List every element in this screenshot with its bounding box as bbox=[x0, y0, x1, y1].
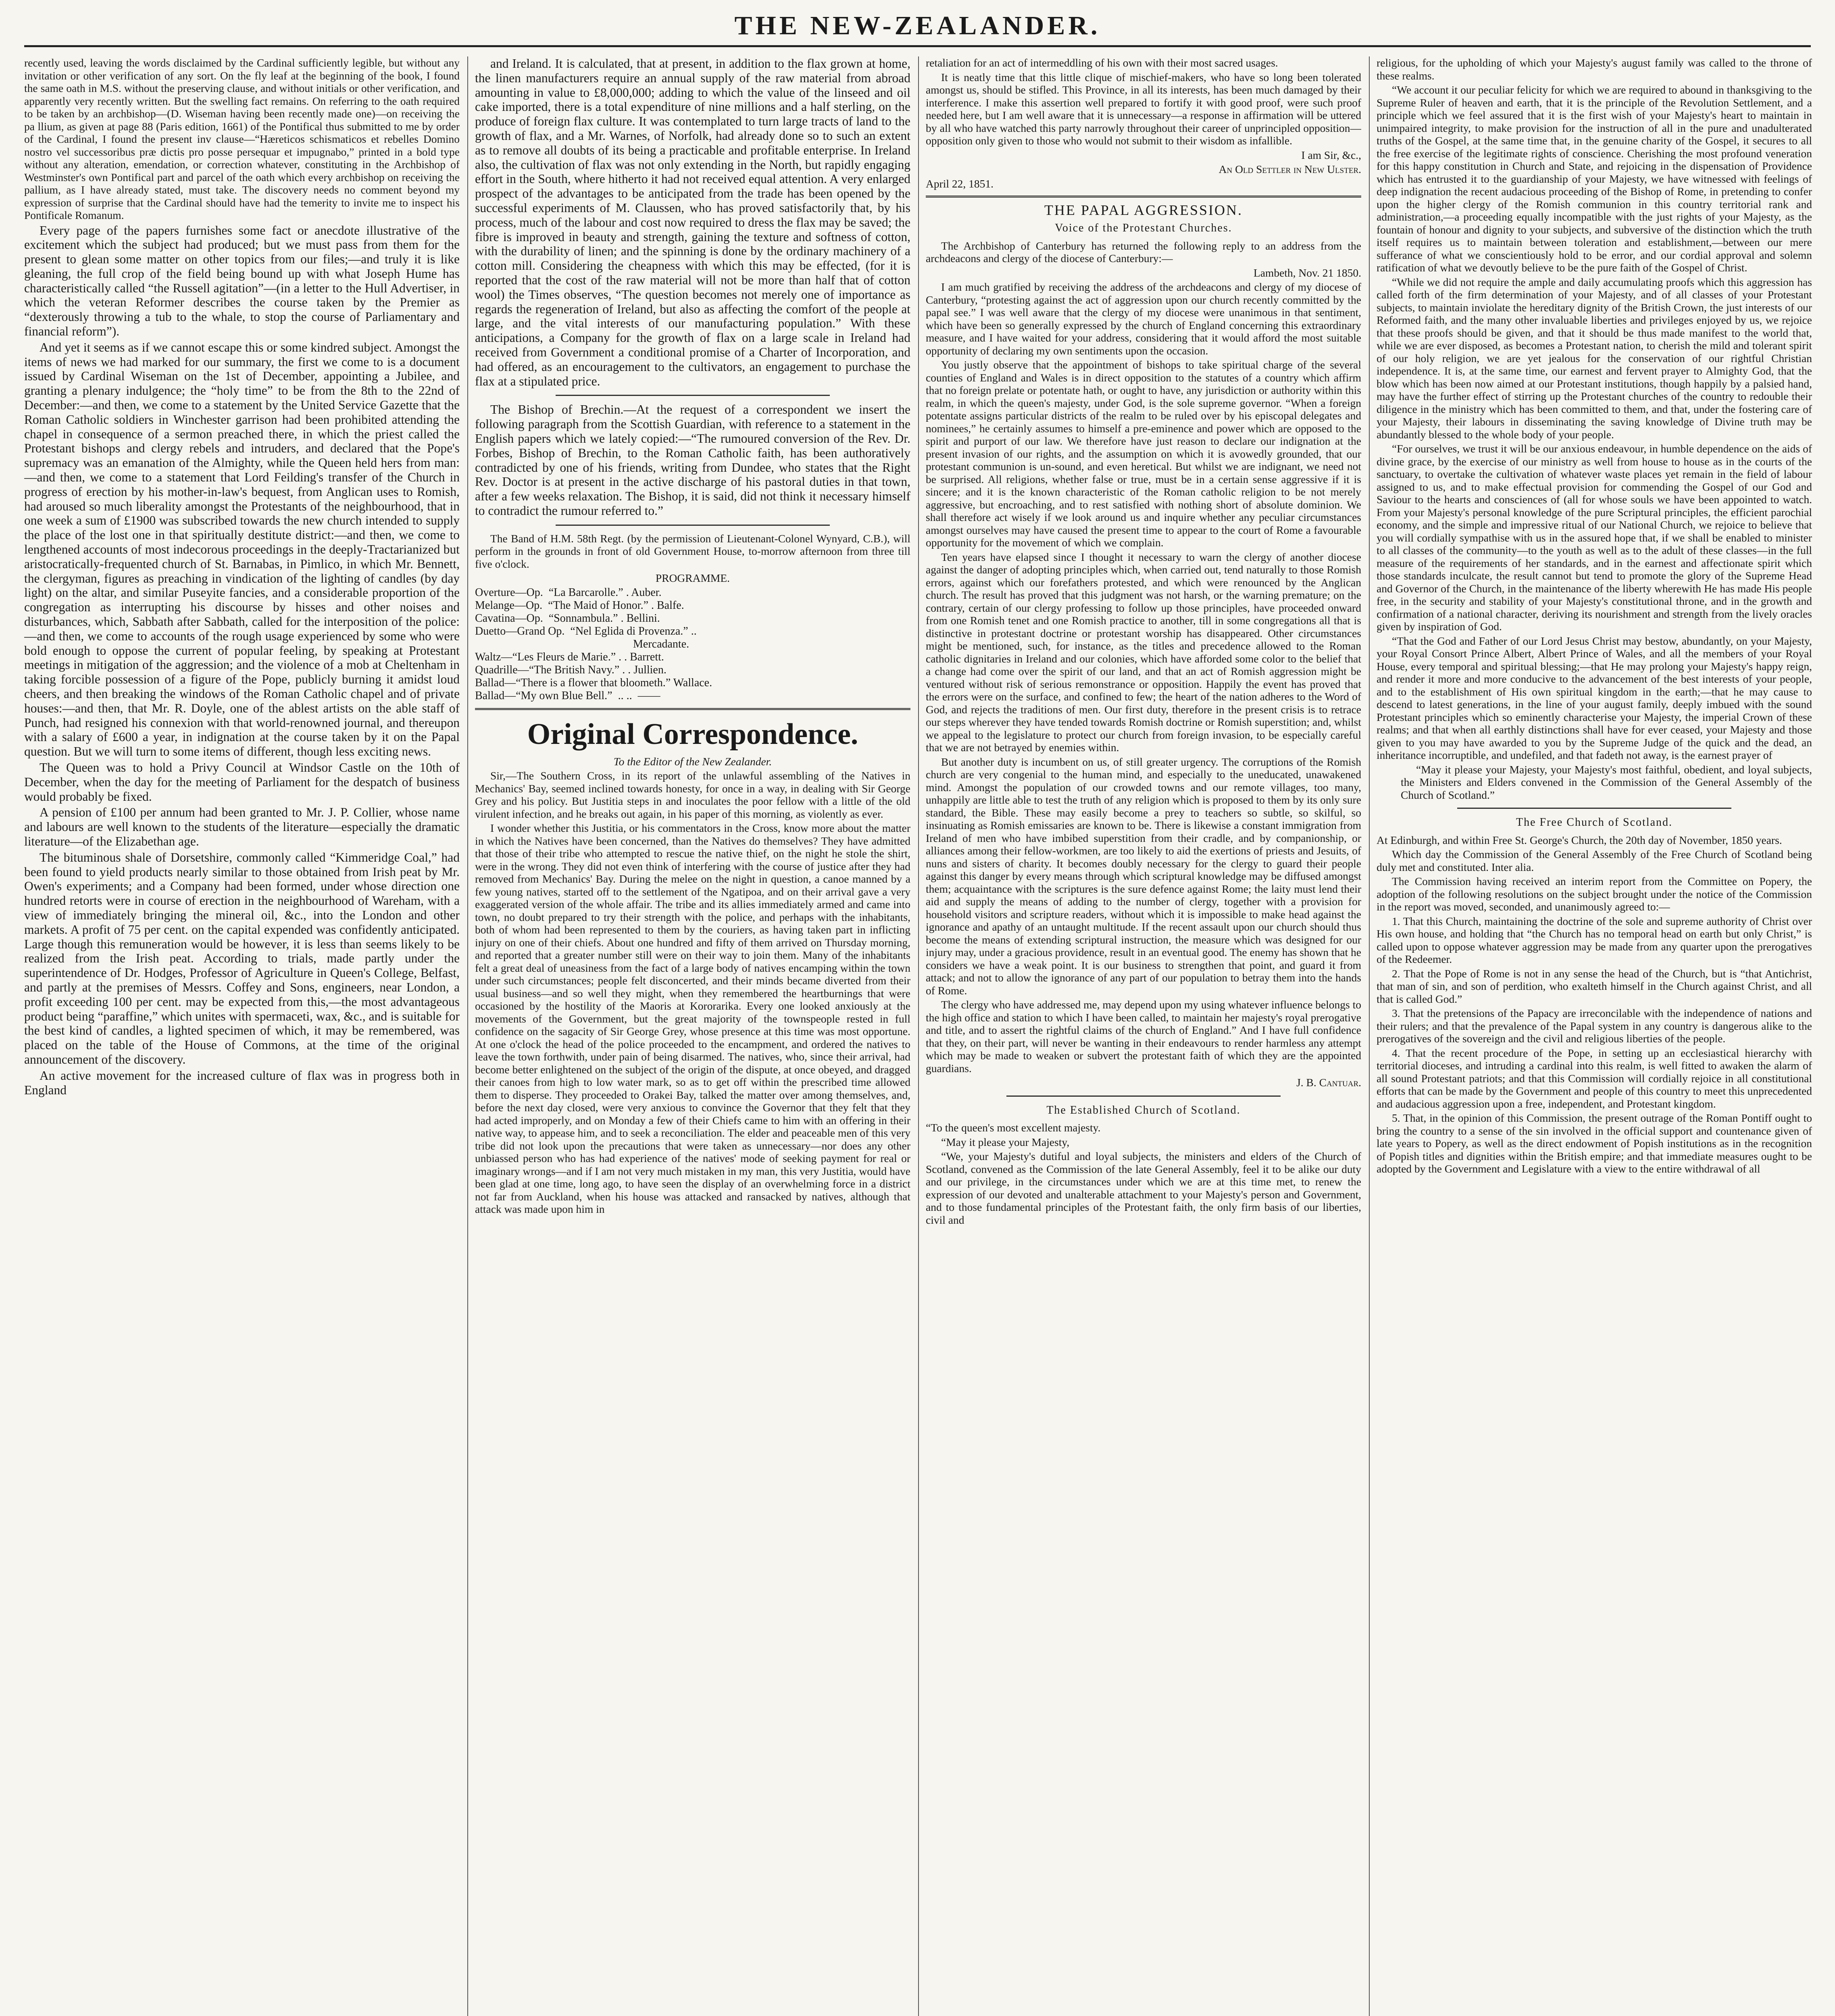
intro-paragraph: The Archbishop of Canterbury has returned the following reply to an address from the archdeacons and clergy of the diocese of Canterbury:— bbox=[926, 239, 1361, 265]
column-4 bbox=[1377, 56, 1812, 2016]
section-title: THE PAPAL AGGRESSION. bbox=[1044, 202, 1243, 218]
article-paragraph: And yet it seems as if we cannot escape this or some kindred subject. Amongst the items of news we had marked for our summary, the first we come to is a document issued by Cardinal Wiseman on the 1st of December, appointing a Jubilee, and granting a plenary indulgence; the “holy time” to be from the 8th to the 22nd of December:—and then, we come to a statement by the United Service Gazette that the Roman Catholic soldiers in Winchester garrison had been prohibited attending the chapel in consequence of a sermon preached there, in which the priest called the Protestant bishops and clergy rebels and intruders, and declared that the Pope's supremacy was an emanation of the Almighty, while the Queen held hers from man:—and then, we come to a statement that Lord Feilding's transfer of the Church in progress of erection by his mother-in-law's bequest, from Anglican uses to Romish, had aroused so much liberality amongst the Protestants of the neighbourhood, that in one week a sum of £1900 was subscribed towards the new church intended to supply the place of the lost one in that spiritually destitute district:—and then, we come to lengthened accounts of most indecorous proceedings in the deeply-Tractarianized but aristocratically-frequented church of St. Barnabas, in Pimlico, in which Mr. Bennett, the clergyman, figures as preaching in vindication of the lighting of candles (by day light) on the altar, and similar Puseyite fancies, and a considerable proportion of the congregation as interrupting his discourse by hisses and other noises and disturbances, which, Sabbath after Sabbath, called for the interposition of the police:—and then, we come to accounts of the rough usage experienced by some who were bold enough to oppose the current of popular feeling, by speaking at Protestant meetings in mitigation of the aggression; and the violence of a mob at Cheltenham in taking forcible possession of a figure of the Pope, publicly burning it amidst loud cheers, and then breaking the windows of the Roman Catholic chapel and of private houses:—and then, that Mr. R. Doyle, one of the ablest artists on the able staff of Punch, had resigned his connexion with that world-renowned journal, and thereupon with a salary of £600 a year, in indignation at the course taken by it on the Papal question. But we will turn to some items of different, though less exciting news. bbox=[24, 340, 460, 759]
separator-rule bbox=[556, 525, 830, 526]
letter-paragraph: I am much gratified by receiving the address of the archdeacons and clergy of my diocese of Canterbury, “protesting against the act of aggression upon our church recently committed by the papal see.” I was well aware that the clergy of my diocese were unanimous in that sentiment, which have been so generally expressed by the church of England concerning this extraordinary measure, and I have waited for your address, considering that it would afford the most suitable opportunity of declaring my own sentiments upon the occasion. bbox=[926, 281, 1361, 357]
address-heading: “To the queen's most excellent majesty. bbox=[926, 1121, 1101, 1134]
column-divider bbox=[1369, 56, 1370, 2016]
masthead-rule bbox=[24, 45, 1811, 47]
subsection-title: The Established Church of Scotland. bbox=[1046, 1104, 1241, 1116]
programme-heading: PROGRAMME. bbox=[655, 572, 730, 585]
letter-date: April 22, 1851. bbox=[926, 177, 994, 190]
bishop-brechin-paragraph: The Bishop of Brechin.—At the request of a correspondent we insert the following paragraph from the Scottish Guardian, with reference to a statement in the English papers which we lately copied:—“The rumoured conversion of the Rev. Dr. Forbes, Bishop of Brechin, to the Roman Catholic faith, has been authoratively contradicted by one of his friends, writing from Dundee, who states that the Right Rev. Doctor is at present in the active discharge of his pastoral duties in that town, after a few weeks relaxation. The Bishop, it is said, did not think it necessary himself to contradict the rumour referred to.” bbox=[475, 402, 910, 518]
letter-paragraph: retaliation for an act of intermeddling of his own with their most sacred usages. bbox=[926, 56, 1278, 69]
resolution-paragraph: Which day the Commission of the General Assembly of the Free Church of Scotland being duly met and constituted. Inter alia. bbox=[1377, 848, 1812, 873]
resolution-paragraph: 1. That this Church, maintaining the doctrine of the sole and supreme authority of Christ over His own house, and holding that “the Church has no temporal head on earth but only Christ,” is called upon to oppose whatever aggression may be made from any quarter upon the prerogatives of the Redeemer. bbox=[1377, 914, 1812, 966]
programme-list: Overture—Op. “La Barcarolle.” . Auber. Melange—Op. “The Maid of Honor.” . Balfe. Cavatina—Op. “Sonnambula.” . Bellini. Duetto—Grand Op. “Nel Eglida di Provenza.” .. Mercadante. Waltz—“Les Fleurs de Marie.” . . Barrett. Quadrille—“The British Navy.” . . Jullien. Ballad—“There is a flower that bloometh.” Wallace. Ballad—“My own Blue Bell.” .. .. —— bbox=[475, 586, 712, 702]
flax-paragraph: and Ireland. It is calculated, that at present, in addition to the flax grown at home, the linen manufacturers require an annual supply of the raw material from abroad amounting in value to £8,000,000; adding to which the value of the linseed and oil cake imported, there is a total expenditure of nine millions and a half sterling, on the produce of foreign flax culture. It was contemplated to turn large tracts of land to the growth of flax, and a Mr. Warnes, of Norfolk, had already done so to such an extent as to remove all doubts of its being a practicable and profitable enterprise. In Ireland also, the cultivation of flax was not only extending in the North, but rapidly engaging effort in the South, where hitherto it had not received equal attention. A very enlarged prospect of the advantages to be anticipated from the trade has been opened by the successful experiments of M. Claussen, who has proved satisfactorily that, by his process, much of the labour and cost now required to dress the flax may be saved; the fibre is improved in beauty and strength, gaining the texture and softness of cotton, with the durability of linen; and the spinning is done by the ordinary machinery of a cotton mill. Considering the cheapness with which this may be effected, (for it is reported that the cost of the raw material will not be more than half that of cotton wool) the Times observes, “The question becomes not merely one of importance as regards the regeneration of Ireland, but also as affecting the comfort of the people at large, and the vital interests of our manufacturing population.” With these anticipations, a Company for the growth of flax on a large scale in Ireland had received from Government a conditional promise of a Charter of Incorporation, and had offered, as an encouragement to the cultivators, an engagement to purchase the flax at a stipulated price. bbox=[475, 56, 910, 388]
letter-paragraph: I wonder whether this Justitia, or his commentators in the Cross, know more about the matter in which the Natives have been concerned, than the Natives do themselves? They have admitted that those of their tribe who attempted to rescue the native thief, on the night he stole the shirt, were in the wrong. They did not even think of interfering with the course of justice after they had removed from Mechanics' Bay. During the melee on the night in question, a canoe manned by a few young natives, started off to the settlement of the Ngatipoa, and on their arrival gave a very exaggerated version of the whole affair. The tribe and its allies immediately armed and came into town, no doubt prepared to try their strength with the police, and perhaps with the inhabitants, both of whom had been represented to them by the couriers, as having taken part in inflicting injury on one of their chiefs. About one hundred and fifty of them arrived on Thursday morning, and reported that a greater number still were on their way to join them. Many of the inhabitants felt a great deal of uneasiness from the fact of a large body of natives encamping within the town under such circumstances; people felt disconcerted, and their minds became diverted from their usual business—and so well they might, when they remembered the heartburnings that were occasioned by the hostility of the Maoris at Kororarika. Every one looked anxiously at the movements of the Government, but the great majority of the townspeople rested in full confidence on the sagacity of Sir George Grey, whose presence at this time was most opportune. At one o'clock the head of the police proceeded to the encampment, and ordered the natives to leave the town forthwith, under pain of being disarmed. The natives, who, since their arrival, had become better enlightened on the subject of the origin of the dispute, at once obeyed, and dragged their canoes from high to low water mark, so as to get off within the prescribed time allowed them to disperse. They proceeded to Orakei Bay, talked the matter over among themselves, and, before the next day closed, were very anxious to convince the Governor that they felt that they had acted improperly, and on Monday a few of their Chiefs came to him with an offering in their native way, to appease him, and to seek a reconciliation. The elder and peaceable men of this very tribe did not look upon the precautions that were taken as unnecessary—nor does any other unbiassed person who has had experience of the natives' mode of seeking payment for real or imaginary wrongs—and if I am not very much mistaken in my man, this very Justitia, would have been glad at one time, long ago, to have seen the display of an overwhelming force in a district not far from Auckland, when his house was attacked and ransacked by natives, although that attack was made upon him in bbox=[475, 822, 910, 1216]
letter-paragraph: The clergy who have addressed me, may depend upon my using whatever influence belongs to the high office and station to which I have been called, to maintain her majesty's royal prerogative and title, and to assert the rightful claims of the church of England.” And I have full confidence that they, on their part, will never be wanting in their endeavours to render harmless any attempt which may be made to weaken or subvert the protestant faith of which they are the appointed guardians. bbox=[926, 998, 1361, 1075]
address-paragraph: “We account it our peculiar felicity for which we are required to abound in thanksgiving to the Supreme Ruler of heaven and earth, that it is the principle of the Revolution Settlement, and a principle which we feel assured that it is the first wish of your Majesty's heart to maintain in unimpaired integrity, to make provision for the instruction of all in the pure and unadulterated truths of the Gospel, at the same time that, in the genuine charity of the Gospel, it secures to all the free exercise of the legitimate rights of conscience. Cherishing the most profound veneration for this happy constitution in Church and State, and rejoicing in the dispensation of Providence which has entrusted it to the guardianship of your Majesty, we have witnessed with feelings of deep indignation the recent audacious proceeding of the Bishop of Rome, in pretending to confer upon the higher clergy of the Romish communion in this country territorial rank and administration,—a proceeding equally incompatible with the just rights of your Majesty, as the fountain of honour and dignity to your subjects, and subversive of the distinction which the truth itself requires us to maintain between toleration and establishment,—between our mere sufferance of what we conscientiously hold to be error, and our cordial approval and solemn ratification of what we devoutly believe to be the pure faith of the Gospel of Christ. bbox=[1377, 83, 1812, 274]
column-divider bbox=[467, 56, 468, 2016]
article-paragraph: Every page of the papers furnishes some fact or anecdote illustrative of the excitement which the subject had produced; but we must pass from them for the present to glean some matter on other topics from our files;—and truly it is like gleaning, the full crop of the field being bound up with what Joseph Hume has characteristically called “the Russell agitation”—(in a letter to the Hull Advertiser, in which the veteran Reformer describes the course taken by the Premier as “dexterously throwing a tub to the whale, to stop the course of Parliamentary and financial reform”). bbox=[24, 223, 460, 339]
subsection-title: The Free Church of Scotland. bbox=[1516, 816, 1673, 829]
letter-paragraph: Ten years have elapsed since I thought it necessary to warn the clergy of another diocese against the danger of adopting principles which, when carried out, tend naturally to those Romish errors, against which our forefathers protested, and which were renounced by the Anglican church. The result has proved that this judgment was not harsh, or the warning premature; on the contrary, certain of our clergy professing to follow up those principles, have proceeded onward from one Romish tenet and one Romish practice to another, till in some congregations all that is distinctive in protestant doctrine or protestant worship has disappeared. Other circumstances might be mentioned, such, for instance, as the titles and precedence allowed to the Roman catholic dignitaries in Ireland and our colonies, which have afforded some color to the belief that a change had come over the spirit of our land, and that an act of Romish aggression might be ventured without risk of serious remonstrance or opposition. Happily the event has proved that the errors were on the surface, and confined to few; the heart of the nation adheres to the Word of God, and rejects the traditions of men. Our first duty, therefore in the present crisis is to retrace our steps wherever they have tended towards Romish doctrine or Romish superstition; and, whilst we appeal to the legislature to protect our church from foreign invasion, to be especially careful that we are not betrayed by enemies within. bbox=[926, 550, 1361, 754]
address-closing: “May it please your Majesty, your Majesty's most faithful, obedient, and loyal subjects, the Ministers and Elders convened in the Commission of the General Assembly of the Church of Scotland.” bbox=[1401, 763, 1812, 801]
letter-paragraph: It is neatly time that this little clique of mischief-makers, who have so long been tolerated amongst us, should be stifled. This Province, in all its interests, has been much damaged by their interference. I make this assertion well prepared to fortify it with good proof, were such proof needed here, but I am well aware that it is unnecessary—a response in affirmation will be uttered by all who have watched this party narrowly throughout their career of unprincipled opposition—opposition only given to those who would not submit to their wisdom as infallible. bbox=[926, 71, 1361, 147]
section-title: Original Correspondence. bbox=[527, 717, 858, 751]
letter-signoff: I am Sir, &c., bbox=[1301, 148, 1361, 161]
article-paragraph: An active movement for the increased culture of flax was in progress both in England bbox=[24, 1068, 460, 1097]
resolution-paragraph: 4. That the recent procedure of the Pope, in setting up an ecclesiastical hierarchy with territorial dioceses, and intruding a cardinal into this realm, is well fitted to awaken the alarm of all sound Protestant patriots; and that this Commission will cordially rejoice in all constitutional efforts that can be made by the Government and people of this country to meet this unprecedented and audacious aggression upon a free, independent, and Protestant kingdom. bbox=[1377, 1046, 1812, 1110]
masthead: THE NEW-ZEALANDER. bbox=[734, 11, 1101, 40]
address-paragraph: religious, for the upholding of which your Majesty's august family was called to the throne of these realms. bbox=[1377, 56, 1812, 82]
address-paragraph: “While we did not require the ample and daily accumulating proofs which this aggression has called forth of the firm determination of your Majesty, and of all classes of your Protestant subjects, to maintain inviolate the hereditary dignity of the British Crown, the just interests of our Reformed faith, and the many other invaluable liberties and privileges enjoyed by us, we rejoice that these proofs should be given, and that it should be thus made manifest to the world that, while we are ever disposed, as becomes a Protestant nation, to cherish the mild and tolerant spirit of our holy religion, we are yet jealous for the conservation of our rightful Christian independence. It is, at the same time, our earnest and fervent prayer to Almighty God, that the blow which has been now aimed at our Protestant institutions, though happily by a palsied hand, may have the further effect of stirring up the Protestant churches of the country to redouble their diligence in the ministry which has been committed to them, and that, under the fostering care of your Majesty, their labours in disseminating the saving knowledge of Divine truth may be abundantly blessed to the whole body of your people. bbox=[1377, 275, 1812, 441]
to-editor-line: To the Editor of the New Zealander. bbox=[613, 755, 772, 768]
resolution-paragraph: 3. That the pretensions of the Papacy are irreconcilable with the independence of nations and their rulers; and that the prevalence of the Papal system in any country is dangerous alike to the prerogatives of the sovereign and the civil and religious liberties of the people. bbox=[1377, 1007, 1812, 1045]
double-rule bbox=[926, 196, 1361, 198]
resolution-paragraph: 5. That, in the opinion of this Commission, the present outrage of the Roman Pontiff ought to bring the country to a sense of the sin involved in the official support and countenance given of late years to Popery, as well as the direct endowment of Popish institutions as in the recognition of Popish titles and dignities within the British empire; and that immediate measures ought to be adopted by the Government and Legislature with a view to the entire withdrawal of all bbox=[1377, 1112, 1812, 1175]
address-paragraph: “May it please your Majesty, bbox=[941, 1135, 1070, 1148]
column-1 bbox=[24, 56, 460, 2016]
letter-signature: J. B. Cantuar. bbox=[1296, 1076, 1361, 1089]
letter-signature: An Old Settler in New Ulster. bbox=[1218, 163, 1361, 175]
band-paragraph: The Band of H.M. 58th Regt. (by the permission of Lieutenant-Colonel Wynyard, C.B.), will perform in the grounds in front of old Government House, to-morrow afternoon from three till five o'clock. bbox=[475, 532, 910, 570]
resolution-paragraph: 2. That the Pope of Rome is not in any sense the head of the Church, but is “that Antichrist, that man of sin, and son of perdition, who exalteth himself in the Church against Christ, and all that is called God.” bbox=[1377, 967, 1812, 1005]
resolution-paragraph: At Edinburgh, and within Free St. George's Church, the 20th day of November, 1850 years. bbox=[1377, 833, 1782, 846]
letter-paragraph: Sir,—The Southern Cross, in its report of the unlawful assembling of the Natives in Mechanics' Bay, seemed inclined towards honesty, for once in a way, in dealing with Sir George Grey and his policy. But Justitia steps in and inoculates the poor fellow with a little of the old virulent infection, and he breaks out again, in his paper of this morning, as violently as ever. bbox=[475, 769, 910, 820]
address-paragraph: “For ourselves, we trust it will be our anxious endeavour, in humble dependence on the aids of divine grace, by the exercise of our ministry as well from house to house as in the courts of the sanctuary, to overtake the cultivation of whatever waste places yet remain in the field of labour assigned to us, and to make effectual provision for commending the Gospel of our God and Saviour to the hearts and consciences of (all for whose souls we have been appointed to watch. From your Majesty's personal knowledge of the pure Scriptural principles, the efficient parochial economy, and the simple and impressive ritual of our National Church, we rejoice to believe that you will cordially sympathise with us in the assured hope that, if we shall be enabled to minister to all classes of the community—to the youth as well as to the adult of these classes—in the full measure of the requirements of her standards, and in the earnest and affectionate spirit which those standards inculcate, the result cannot but tend to promote the glory of the Supreme Head and Governor of the Church, in the maintenance of the liberty wherewith He has made His people free, in the security and stability of your Majesty's constitutional throne, and in the growth and confirmation of a national character, deriving its nourishment and strength from the lively oracles given by inspiration of God. bbox=[1377, 442, 1812, 633]
column-divider bbox=[918, 56, 919, 2016]
letter-paragraph: You justly observe that the appointment of bishops to take spiritual charge of the several counties of England and Wales is in direct opposition to the statutes of a country which affirm that no foreign prelate or potentate hath, or ought to have, any jurisdiction or authority within this realm, in which the queen's majesty, under God, is the sole supreme governor. “When a foreign potentate assigns particular districts of the realm to be ruled over by his episcopal delegates and nominees,” he certainly assumes to himself a pre-eminence and power which are opposed to the spirit and purport of our law. We therefore have just reason to declare our indignation at the present invasion of our rights, and the assumption on which it is avowedly grounded, that our protestant communion is un-sound, and even heretical. But whilst we are indignant, we need not be surprised. All religions, whether false or true, must be in a certain sense aggressive if it is sincere; and it is the known characteristic of the Roman catholic religion to be not merely aggressive, but encroaching, and to rest satisfied with nothing short of absolute dominion. We shall therefore act wisely if we look around us and inquire whether any peculiar circumstances amongst ourselves may have caused the present time to appear to the court of Rome a favourable opportunity for the movement of which we complain. bbox=[926, 358, 1361, 549]
separator-rule bbox=[556, 395, 830, 396]
address-paragraph: “That the God and Father of our Lord Jesus Christ may bestow, abundantly, on your Majesty, your Royal Consort Prince Albert, Albert Prince of Wales, and all the members of your Royal House, every temporal and spiritual blessing;—that He may prolong your Majesty's happy reign, and render it more and more conducive to the advancement of the best interests of your people, and to the establishment of His own spiritual kingdom in the earth;—that he may cause to descend to latest generations, in the line of your august family, deeply imbued with the sound Protestant principles which so eminently characterise your Majesty, the imperial Crown of these realms; and that when all earthly distinctions shall have for ever ceased, your Majesty and those given to you may have awarded to you by the Supreme Judge of the quick and the dead, an inheritance incorruptible, and undefiled, and that fadeth not away, is the earnest prayer of bbox=[1377, 634, 1812, 761]
article-paragraph: A pension of £100 per annum had been granted to Mr. J. P. Collier, whose name and labours are well known to the students of the literature—especially the dramatic literature—of the Elizabethan age. bbox=[24, 805, 460, 848]
resolution-paragraph: The Commission having received an interim report from the Committee on Popery, the adoption of the following resolutions on the subject brought under the notice of the Commission in the report was moved, seconded, and unanimously agreed to:— bbox=[1377, 875, 1812, 913]
article-paragraph: The Queen was to hold a Privy Council at Windsor Castle on the 10th of December, when the day for the meeting of Parliament for the despatch of business would probably be fixed. bbox=[24, 760, 460, 804]
separator-rule bbox=[1457, 808, 1731, 809]
oath-paragraph: recently used, leaving the words disclaimed by the Cardinal sufficiently legible, but without any invitation or other verification of any sort. On the fly leaf at the beginning of the book, I found the same oath in M.S. without the preserving clause, and without initials or other verification, and apparently very recently written. But the swelling fact remains. On referring to the oath required to be taken by an archbishop—(D. Wiseman having been recently made one)—on receiving the pa llium, as given at page 88 (Paris edition, 1661) of the Pontifical thus submitted to me by order of the Cardinal, I found the present inv clause—“Hæreticos schismaticos et rebelles Domino nostro vel successoribus præ dictis pro posse persequar et impugnabo,” printed in a bold type without any alteration, emendation, or correction whatever, constituting in the Archbishop of Westminster's own Pontifical part and parcel of the oath which every archbishop on receiving the pallium, as I have already stated, must take. The discovery needs no comment beyond my expression of surprise that the Cardinal should have had the temerity to invite me to inspect his Pontificale Romanum. bbox=[24, 56, 460, 221]
address-paragraph: “We, your Majesty's dutiful and loyal subjects, the ministers and elders of the Church of Scotland, convened as the Commission of the late General Assembly, feel it to be alike our duty and our privilege, in the circumstances under which we are at this time met, to renew the expression of our devoted and unalterable attachment to your Majesty's person and Government, and to those fundamental principles of the Protestant faith, the only firm basis of our liberties, civil and bbox=[926, 1150, 1361, 1226]
section-subtitle: Voice of the Protestant Churches. bbox=[1055, 221, 1232, 234]
column-3 bbox=[926, 56, 1361, 2016]
double-rule bbox=[475, 708, 910, 710]
letter-paragraph: But another duty is incumbent on us, of still greater urgency. The corruptions of the Romish church are very congenial to the human mind, and especially to the uneducated, unawakened mind. Amongst the population of our crowded towns and our remote villages, too many, unhappily are little able to test the truth of any religion which is proposed to them by its only sure standard, the Bible. These may easily become a prey to teachers so subtle, so skilful, so insinuating as Romish emissaries are known to be. There is likewise a constant immigration from Ireland of men who have imbibed superstition from their cradle, and by companionship, or alliances among their fellow-workmen, are too likely to aid the exertions of priests and Jesuits, of nuns and sisters of charity. It becomes doubly necessary for the clergy to guard their people against this danger by every means through which scriptural knowledge may be diffused amongst them; acquaintance with the scriptures is the sure defence against Rome; the laity must lend their aid and supply the means of adding to the number of clergy, together with a provision for household visitors and scripture readers, without which it is impossible to make head against the ignorance and apathy of an untaught multitude. If the recent assault upon our church should thus become the means of extending scriptural instruction, the measure which was designed for our injury may, under a gracious providence, result in an eventual good. The enemy has shown that he considers we have a weak point. It is our business to strengthen that point, and guard it from attack; and not to allow the ignorance of any part of our population to betray them into the hands of Rome. bbox=[926, 755, 1361, 997]
separator-rule bbox=[1006, 1095, 1281, 1097]
dateline: Lambeth, Nov. 21 1850. bbox=[1253, 266, 1361, 279]
column-2 bbox=[475, 56, 910, 2016]
article-paragraph: The bituminous shale of Dorsetshire, commonly called “Kimmeridge Coal,” had been found to yield products nearly similar to those obtained from Irish peat by Mr. Owen's experiments; and a Company had been formed, under whose direction one hundred retorts were in course of erection in the neighbourhood of Wareham, with a view of immediately bringing the mineral oil, &c., into the London and other markets. A profit of 75 per cent. on the capital expended was confidently anticipated. Large though this remuneration would be however, it is less than seems likely to be realized from the Irish peat. According to trials, made partly under the superintendence of Dr. Hodges, Professor of Agriculture in Queen's College, Belfast, and partly at the premises of Messrs. Coffey and Sons, engineers, near London, a profit exceeding 100 per cent. may be expected from this,—the most advantageous product being “paraffine,” which unites with spermaceti, wax, &c., and is suitable for the best kind of candles, a lighted specimen of which, it may be remembered, was placed on the table of the House of Commons, at the time of the original announcement of the discovery. bbox=[24, 850, 460, 1066]
